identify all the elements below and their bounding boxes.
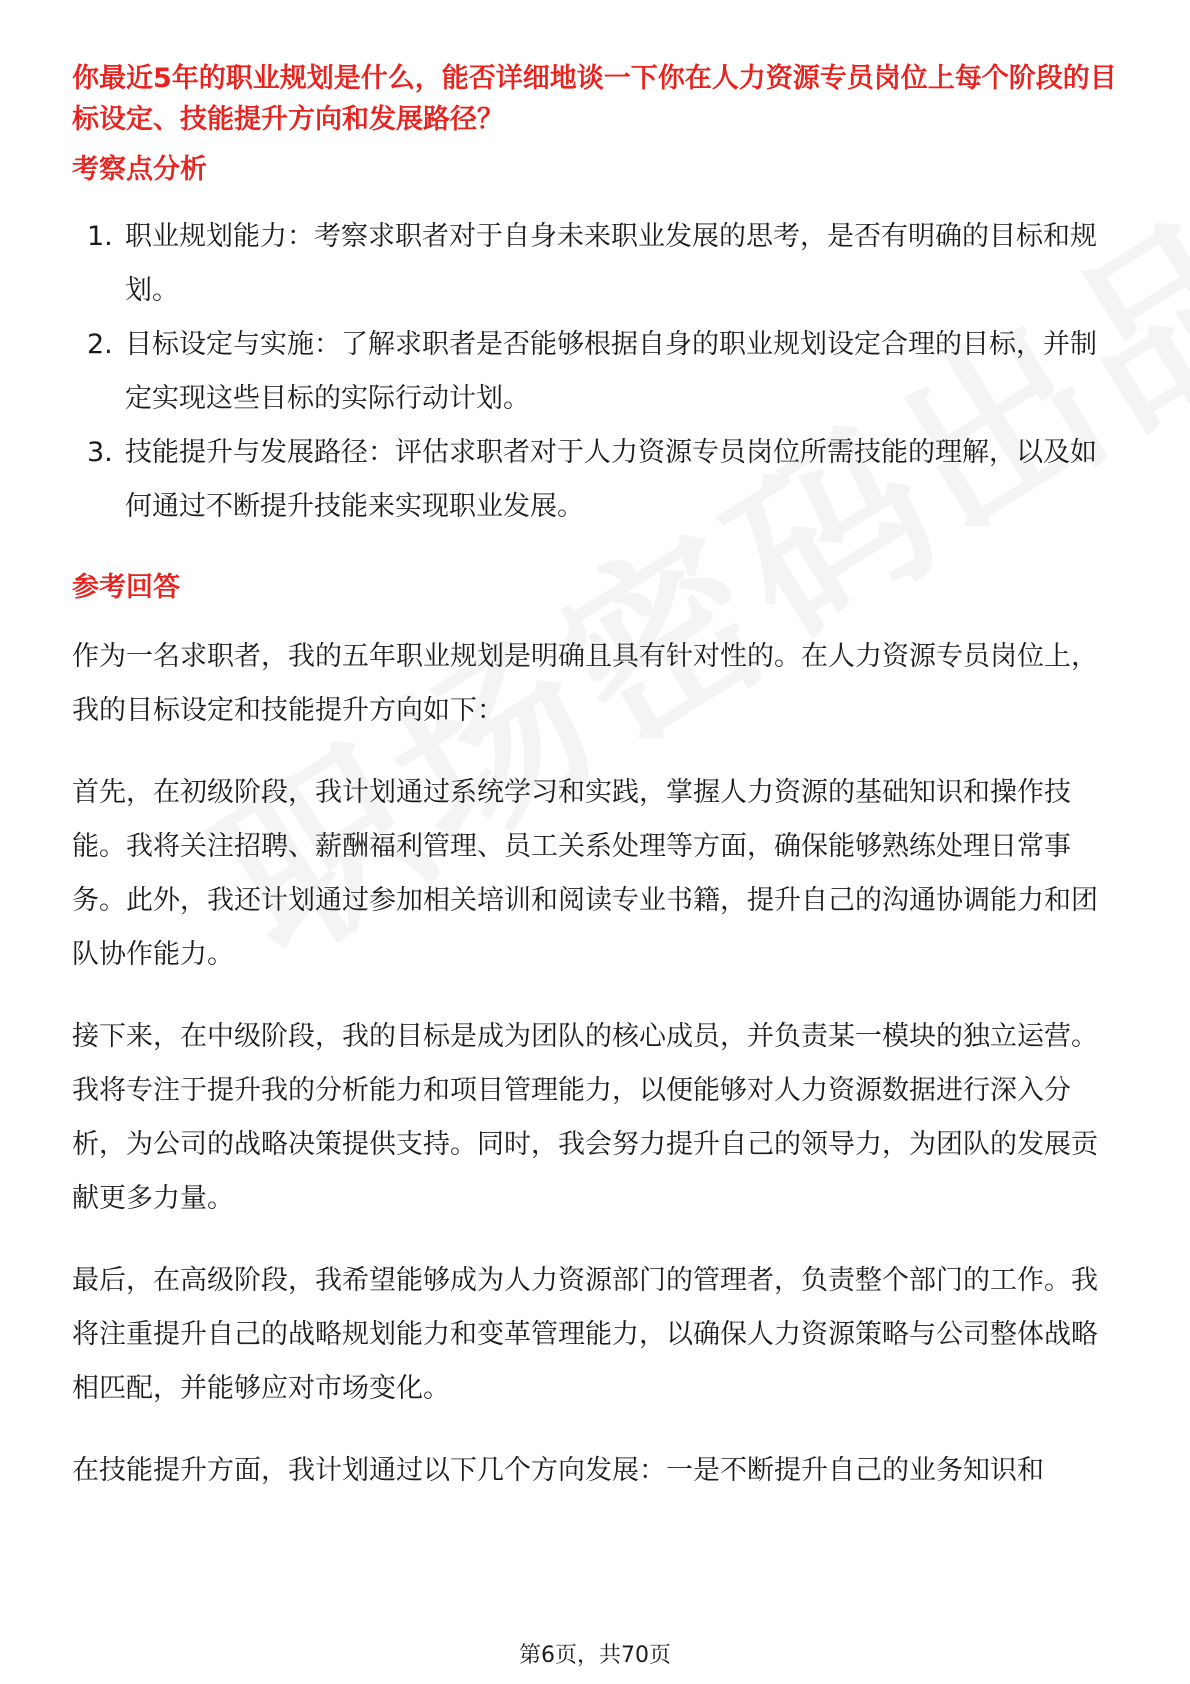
list-item bbox=[72, 318, 1118, 426]
analysis-heading: 考察点分析 bbox=[72, 154, 207, 185]
list-item-number: 2. bbox=[87, 329, 113, 360]
analysis-list bbox=[72, 210, 1118, 534]
question-title: 你最近5年的职业规划是什么，能否详细地谈一下你在人力资源专员岗位上每个阶段的目标设定、技能提升方向和发展路径？ bbox=[72, 63, 1117, 135]
answer-paragraph: 接下来，在中级阶段，我的目标是成为团队的核心成员，并负责某一模块的独立运营。我将专注于提升我的分析能力和项目管理能力，以便能够对人力资源数据进行深入分析，为公司的战略决策提供支持。同时，我会努力提升自己的领导力，为团队的发展贡献更多力量。 bbox=[72, 1021, 1098, 1214]
list-item-number: 1. bbox=[87, 221, 113, 252]
answer-paragraph: 作为一名求职者，我的五年职业规划是明确且具有针对性的。在人力资源专员岗位上，我的目标设定和技能提升方向如下： bbox=[72, 641, 1098, 726]
answer-heading: 参考回答 bbox=[72, 572, 180, 603]
answer-paragraph: 首先，在初级阶段，我计划通过系统学习和实践，掌握人力资源的基础知识和操作技能。我将关注招聘、薪酬福利管理、员工关系处理等方面，确保能够熟练处理日常事务。此外，我还计划通过参加相关培训和阅读专业书籍，提升自己的沟通协调能力和团队协作能力。 bbox=[72, 777, 1098, 970]
list-item bbox=[72, 210, 1118, 318]
answer-paragraph: 最后，在高级阶段，我希望能够成为人力资源部门的管理者，负责整个部门的工作。我将注重提升自己的战略规划能力和变革管理能力，以确保人力资源策略与公司整体战略相匹配，并能够应对市场变化。 bbox=[72, 1265, 1098, 1404]
list-item-text: 目标设定与实施：了解求职者是否能够根据自身的职业规划设定合理的目标，并制定实现这些目标的实际行动计划。 bbox=[125, 329, 1097, 414]
list-item-text: 技能提升与发展路径：评估求职者对于人力资源专员岗位所需技能的理解，以及如何通过不断提升技能来实现职业发展。 bbox=[125, 437, 1097, 522]
list-item bbox=[72, 426, 1118, 534]
list-item-text: 职业规划能力：考察求职者对于自身未来职业发展的思考，是否有明确的目标和规划。 bbox=[125, 221, 1097, 306]
page-footer: 第6页，共70页 bbox=[519, 1643, 671, 1668]
page-content bbox=[72, 58, 1118, 1498]
list-item-number: 3. bbox=[87, 437, 113, 468]
answer-paragraph: 在技能提升方面，我计划通过以下几个方向发展：一是不断提升自己的业务知识和 bbox=[72, 1455, 1044, 1486]
